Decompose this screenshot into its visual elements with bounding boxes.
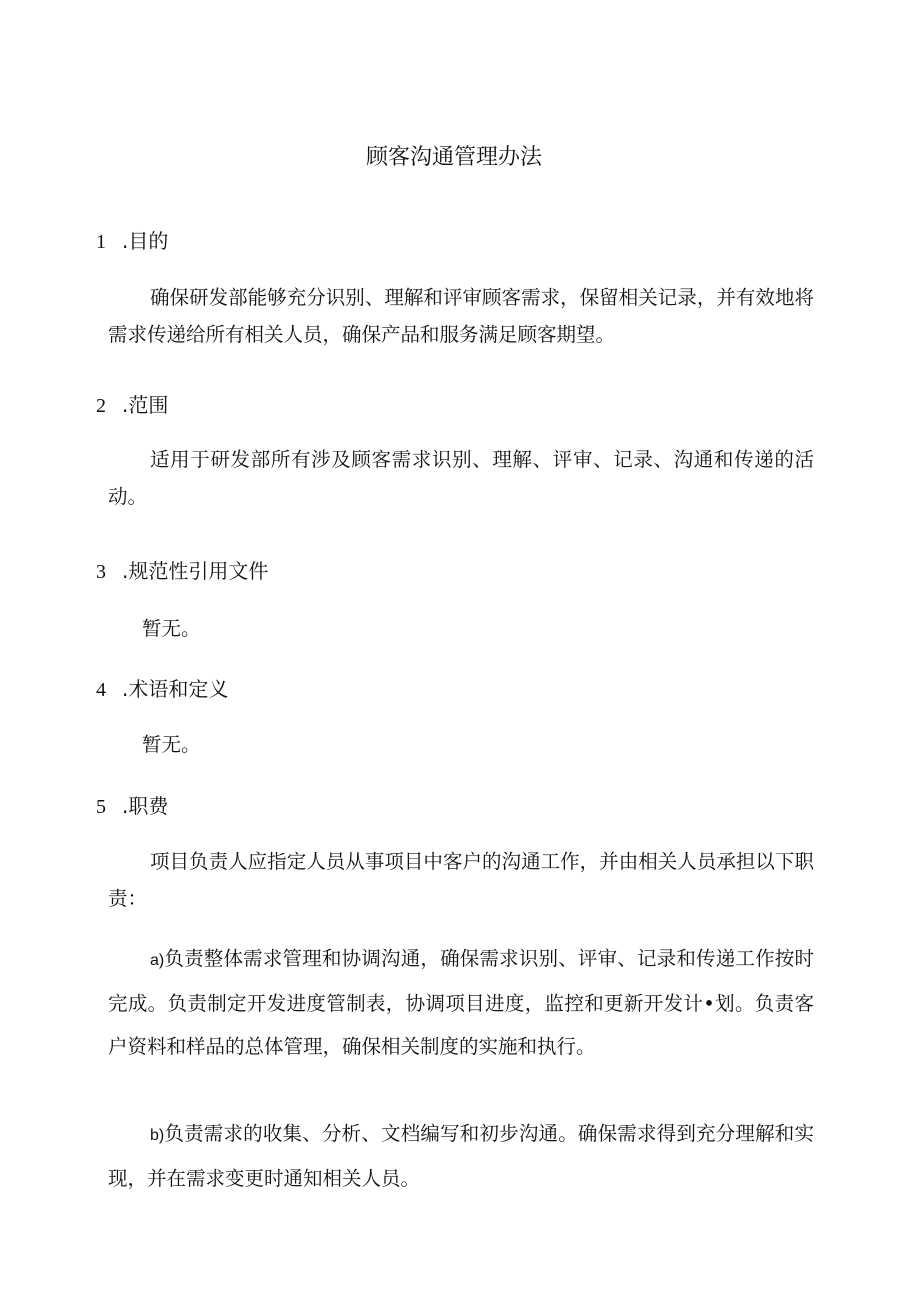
item-text: 负责整体需求管理和协调沟通，确保需求识别、评审、记录和传递工作按时完成。负责制定开发进度管制表，协调项目进度，监控和更新开发计•划。负责客户资料和样品的总体管理，确保相关制度的实施和执行。 (108, 947, 814, 1058)
responsibility-item-a (108, 937, 814, 1068)
section-title: .职费 (122, 794, 169, 818)
section-heading-purpose (96, 226, 168, 257)
item-text: 负责需求的收集、分析、文档编写和初步沟通。确保需求得到充分理解和实现，并在需求变更时通知相关人员。 (108, 1122, 814, 1190)
section-paragraph-responsibilities: 项目负责人应指定人员从事项目中客户的沟通工作，并由相关人员承担以下职责： (108, 850, 814, 910)
section-title: .范围 (122, 393, 169, 417)
section-heading-responsibilities (96, 791, 168, 822)
section-heading-scope (96, 390, 168, 421)
section-paragraph-purpose: 确保研发部能够充分识别、理解和评审顾客需求，保留相关记录，并有效地将需求传递给所有相关人员，确保产品和服务满足顾客期望。 (108, 286, 814, 346)
section-paragraph-terms: 暂无。 (142, 733, 201, 756)
section-paragraph-scope: 适用于研发部所有涉及顾客需求识别、理解、评审、记录、沟通和传递的活动。 (108, 448, 814, 508)
section-number: 1 (96, 231, 106, 253)
section-number: 4 (96, 679, 106, 701)
item-label: a) (150, 952, 165, 969)
section-heading-terms (96, 674, 228, 705)
section-title: .规范性引用文件 (122, 559, 269, 583)
item-label: b) (150, 1127, 165, 1144)
section-paragraph-references: 暂无。 (142, 617, 201, 640)
responsibility-item-b (108, 1112, 814, 1200)
section-number: 5 (96, 796, 106, 818)
section-number: 2 (96, 395, 106, 417)
section-title: .术语和定义 (122, 677, 229, 701)
section-title: .目的 (122, 229, 169, 253)
section-heading-references (96, 556, 268, 587)
section-number: 3 (96, 561, 106, 583)
document-title: 顾客沟通管理办法 (365, 145, 542, 170)
